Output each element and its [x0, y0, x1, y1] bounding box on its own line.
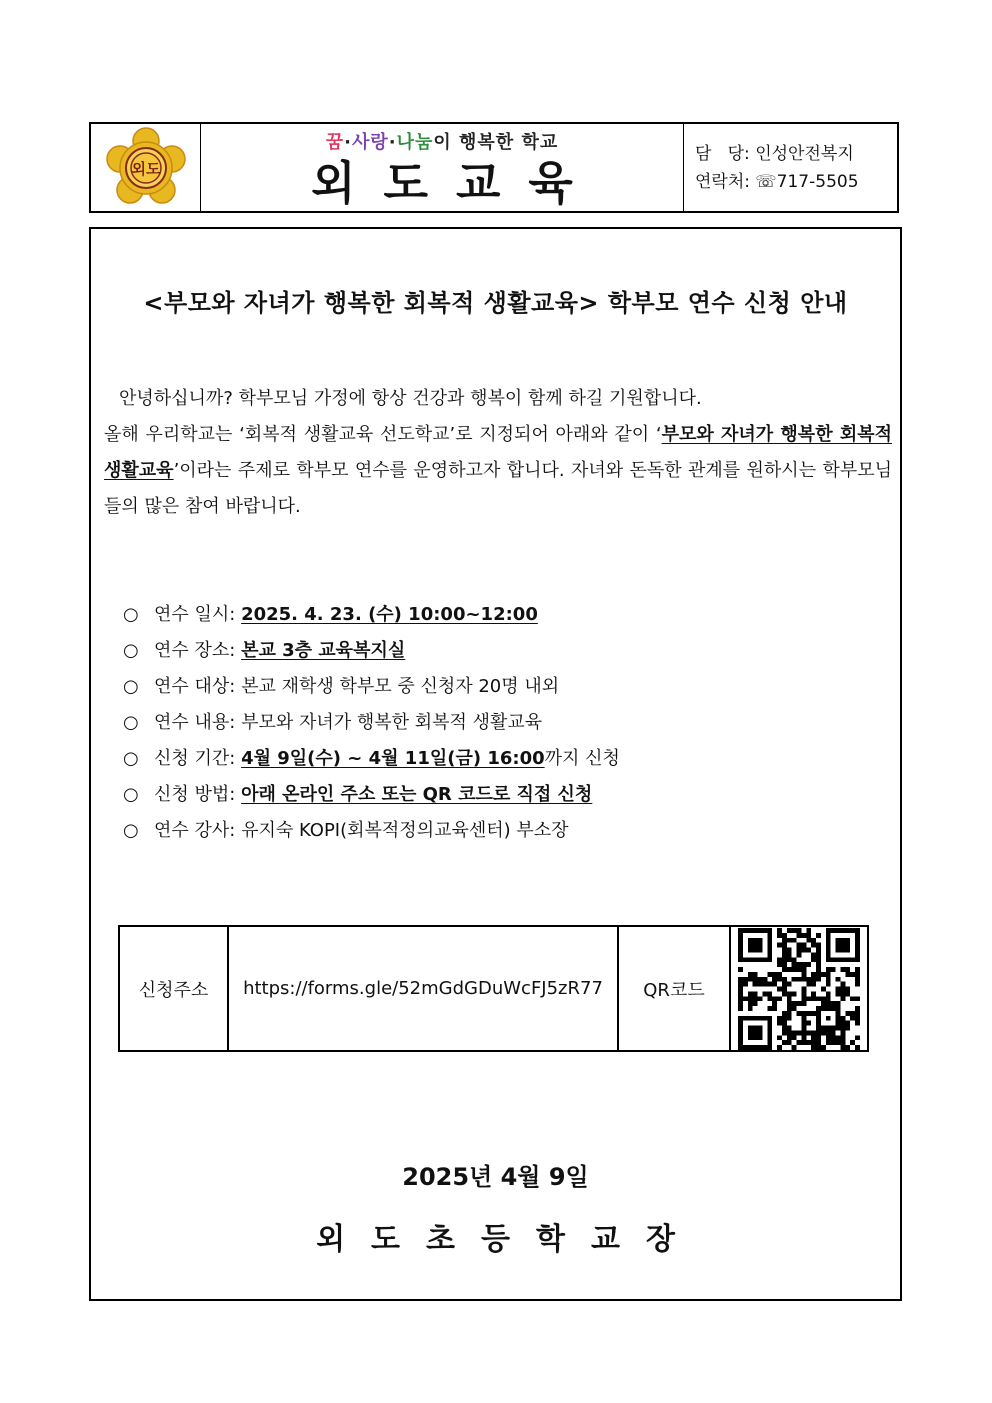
item-value: 4월 9일(수) ~ 4월 11일(금) 16:00 [241, 748, 545, 769]
list-item [123, 813, 620, 849]
item-label: 연수 일시: [154, 604, 236, 625]
circle-bullet-icon: ○ [123, 784, 139, 805]
notice-body [89, 227, 902, 1301]
logo-text: 외도 [131, 159, 160, 178]
item-label: 연수 내용: [154, 712, 236, 733]
contact-phone-label: 연락처: [695, 171, 750, 192]
application-table [118, 925, 869, 1052]
qr-code-cell [730, 926, 868, 1051]
contact-person-row [695, 140, 897, 168]
circle-bullet-icon: ○ [123, 676, 139, 697]
item-suffix: 까지 신청 [544, 748, 620, 769]
contact-info [684, 124, 897, 211]
list-item [123, 669, 620, 705]
item-label: 연수 장소: [154, 640, 236, 661]
item-value: 2025. 4. 23. (수) 10:00~12:00 [241, 604, 538, 625]
list-item [123, 741, 620, 777]
principal-signature: 외도초등학교장 [316, 1222, 701, 1257]
slogan-dot: · [388, 131, 397, 153]
application-url-link[interactable]: https://forms.gle/52mGdGDuWcFJ5zR77 [228, 926, 618, 1051]
item-suffix: 부모와 자녀가 행복한 회복적 생활교육 [241, 712, 543, 733]
list-item [123, 705, 620, 741]
slogan-sharing: 나눔 [396, 131, 434, 153]
school-slogan [326, 128, 559, 154]
item-label: 신청 기간: [154, 748, 236, 769]
item-label: 신청 방법: [154, 784, 236, 805]
school-logo-cell [91, 124, 201, 211]
intro-text-before: 올해 우리학교는 ‘회복적 생활교육 선도학교’로 지정되어 아래와 같이 ‘ [104, 424, 662, 445]
circle-bullet-icon: ○ [123, 748, 139, 769]
qr-code-icon[interactable] [738, 928, 860, 1050]
intro-paragraph [104, 381, 892, 525]
item-label: 연수 강사: [154, 820, 236, 841]
slogan-dot: · [344, 131, 352, 153]
contact-phone: ☏717-5505 [755, 171, 859, 192]
intro-body [104, 417, 892, 525]
item-label: 연수 대상: [154, 676, 236, 697]
contact-person: 인성안전복지 [755, 143, 854, 164]
school-emblem-logo [105, 127, 187, 209]
list-item [123, 633, 620, 669]
item-suffix: 본교 재학생 학부모 중 신청자 20명 내외 [241, 676, 560, 697]
greeting-line: 안녕하십니까? 학부모님 가정에 항상 건강과 행복이 함께 하길 기원합니다. [119, 388, 702, 409]
newsletter-header [89, 122, 899, 213]
address-label: 신청주소 [119, 926, 228, 1051]
item-value: 본교 3층 교육복지실 [241, 640, 406, 661]
circle-bullet-icon: ○ [123, 604, 139, 625]
intro-topic-emphasis: 부모와 자녀가 행복한 회복적 생활교육 [104, 424, 892, 481]
item-suffix: 유지숙 KOPI(회복적정의교육센터) 부소장 [241, 820, 569, 841]
document-title: <부모와 자녀가 행복한 회복적 생활교육> 학부모 연수 신청 안내 [143, 289, 848, 317]
list-item [123, 597, 620, 633]
intro-text-after: ’이라는 주제로 학부모 연수를 운영하고자 합니다. 자녀와 돈독한 관계를 원하시는 학부모님들의 많은 참여 바랍니다. [104, 460, 892, 517]
newsletter-title-cell [201, 124, 684, 211]
circle-bullet-icon: ○ [123, 640, 139, 661]
list-item [123, 777, 620, 813]
slogan-rest: 이 행복한 학교 [433, 131, 559, 153]
issue-date: 2025년 4월 9일 [402, 1163, 589, 1191]
table-row [119, 926, 868, 1051]
slogan-dream: 꿈 [325, 131, 345, 153]
circle-bullet-icon: ○ [123, 820, 139, 841]
newsletter-title: 외도교육 [311, 155, 601, 210]
training-details-list [123, 597, 620, 849]
item-value: 아래 온라인 주소 또는 QR 코드로 직접 신청 [241, 784, 593, 805]
slogan-love: 사랑 [351, 131, 389, 153]
qr-label: QR코드 [618, 926, 730, 1051]
circle-bullet-icon: ○ [123, 712, 139, 733]
contact-person-label: 담 당: [695, 143, 750, 164]
contact-phone-row [695, 168, 897, 196]
